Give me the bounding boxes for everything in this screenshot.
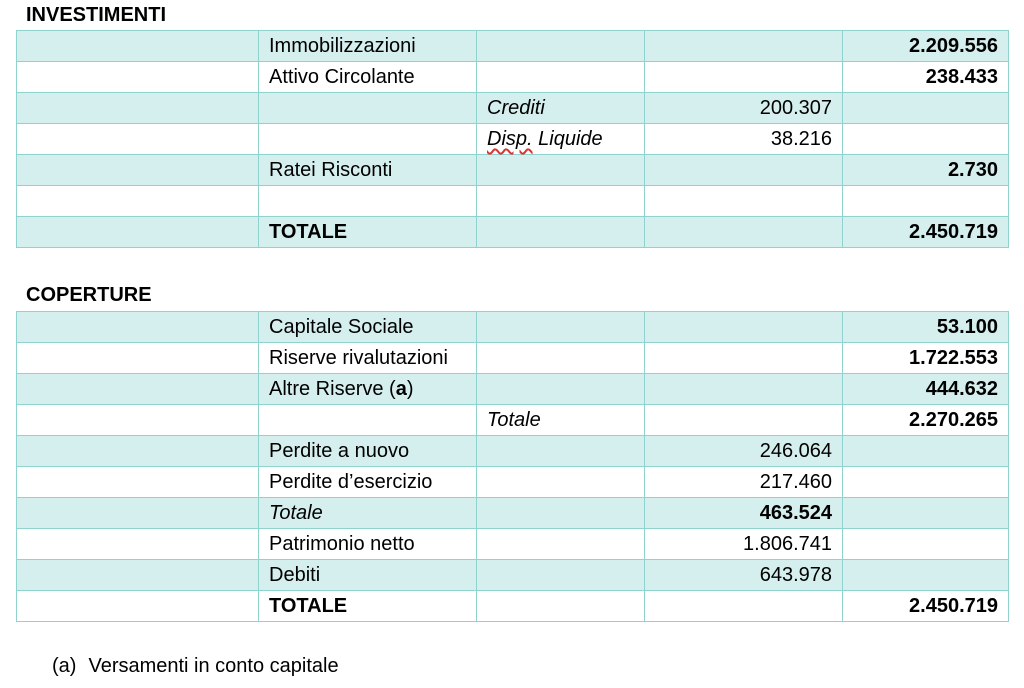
table-row <box>17 186 1009 217</box>
table-row <box>17 498 1009 529</box>
row-label: Perdite d’esercizio <box>259 467 477 498</box>
row-label: TOTALE <box>259 217 477 248</box>
row-sublabel-part: Liquide <box>532 128 603 150</box>
row-total: 1.722.553 <box>843 343 1009 374</box>
table-row <box>17 62 1009 93</box>
row-total: 444.632 <box>843 374 1009 405</box>
table-row <box>17 374 1009 405</box>
row-label: Capitale Sociale <box>259 312 477 343</box>
row-label: Patrimonio netto <box>259 529 477 560</box>
row-total: 53.100 <box>843 312 1009 343</box>
row-total: 238.433 <box>843 62 1009 93</box>
row-value: 246.064 <box>645 436 843 467</box>
row-sublabel <box>477 124 645 155</box>
row-value: 463.524 <box>645 498 843 529</box>
footnote-text: Versamenti in conto capitale <box>88 655 339 677</box>
row-total: 2.209.556 <box>843 31 1009 62</box>
row-total: 2.270.265 <box>843 405 1009 436</box>
table-row <box>17 560 1009 591</box>
coperture-table <box>16 311 1009 622</box>
row-label: Immobilizzazioni <box>259 31 477 62</box>
row-total: 2.450.719 <box>843 217 1009 248</box>
investimenti-table <box>16 30 1009 248</box>
table-row <box>17 124 1009 155</box>
table-row <box>17 217 1009 248</box>
row-label-part: ) <box>406 378 414 400</box>
table-row <box>17 155 1009 186</box>
table-row <box>17 405 1009 436</box>
row-label: Debiti <box>259 560 477 591</box>
row-label-part: Altre Riserve ( <box>269 378 396 400</box>
row-label <box>259 374 477 405</box>
row-sublabel: Totale <box>477 405 645 436</box>
row-label: Totale <box>259 498 477 529</box>
table-row <box>17 343 1009 374</box>
row-total: 2.450.719 <box>843 591 1009 622</box>
row-value: 643.978 <box>645 560 843 591</box>
footnote-label: (a) <box>52 655 77 677</box>
row-value: 1.806.741 <box>645 529 843 560</box>
row-value: 38.216 <box>645 124 843 155</box>
table-row <box>17 591 1009 622</box>
investimenti-title: INVESTIMENTI <box>26 4 167 26</box>
table-row <box>17 312 1009 343</box>
footnote-ref: a <box>395 378 407 400</box>
coperture-title: COPERTURE <box>26 284 152 306</box>
row-label: Perdite a nuovo <box>259 436 477 467</box>
table-row <box>17 467 1009 498</box>
row-total: 2.730 <box>843 155 1009 186</box>
row-label: TOTALE <box>259 591 477 622</box>
row-value: 200.307 <box>645 93 843 124</box>
table-row <box>17 31 1009 62</box>
row-label: Attivo Circolante <box>259 62 477 93</box>
table-row <box>17 436 1009 467</box>
row-label: Riserve rivalutazioni <box>259 343 477 374</box>
table-row <box>17 93 1009 124</box>
footnote <box>52 655 339 678</box>
table-row <box>17 529 1009 560</box>
row-sublabel: Crediti <box>477 93 645 124</box>
row-value: 217.460 <box>645 467 843 498</box>
row-sublabel-part: Disp. <box>487 128 533 150</box>
row-label: Ratei Risconti <box>259 155 477 186</box>
